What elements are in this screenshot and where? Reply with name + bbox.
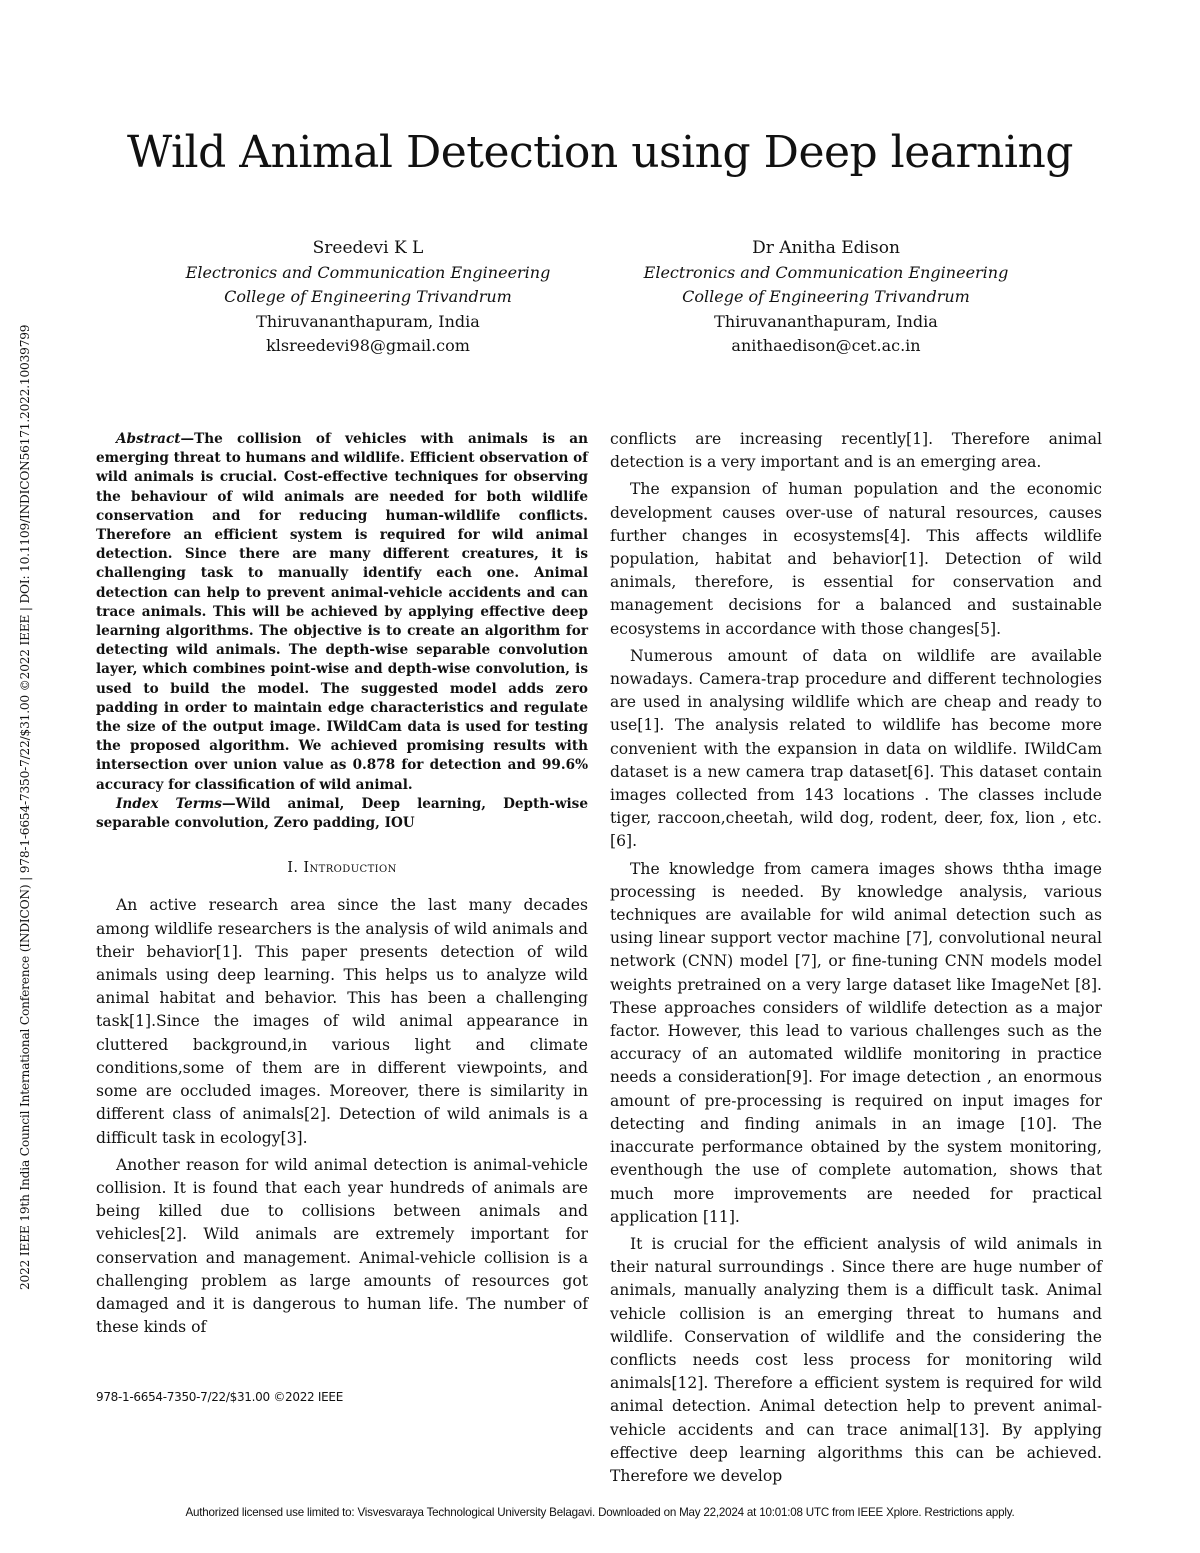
- doi-side-strip: 2022 IEEE 19th India Council International Conference (INDICON) | 978-1-6654-7350-7/22/$31.00 ©2022 IEEE | DOI: 10.1109/INDICON56171.2022.10039799: [18, 324, 32, 1290]
- index-terms-text: —Wild animal, Deep learning, Depth-wise separable convolution, Zero padding, IOU: [96, 795, 588, 832]
- index-terms: [96, 795, 588, 833]
- body-paragraph: Another reason for wild animal detection is animal-vehicle collision. It is found that each year hundreds of animals are being killed due to collisions between animals and vehicles[2]. Wild animals are extremely important for conservation and management. Animal-vehicle collision is a challenging problem as large amounts of resources got damaged and it is dangerous to human life. The number of these kinds of: [96, 1155, 588, 1337]
- section-title: Introduction: [303, 860, 397, 877]
- body-paragraph: An active research area since the last many decades among wildlife researchers is the analysis of wild animals and their behavior[1]. This paper presents detection of wild animals using deep learning. This helps us to analyze wild animal habitat and behavior. This has been a challenging task[1].Since the images of wild animal appearance in cluttered background,in various light and climate conditions,some of them are in different viewpoints, and some are occluded images. Moreover, there is similarity in different class of animals[2]. Detection of wild animals is a difficult task in ecology[3].: [96, 896, 588, 1147]
- author-location: Thiruvananthapuram, India: [256, 311, 480, 331]
- section-number: I.: [287, 860, 304, 877]
- index-terms-lead: Index Terms: [116, 795, 222, 812]
- abstract: [96, 430, 588, 795]
- body-paragraph: The knowledge from camera images shows ththa image processing is needed. By knowledge analysis, various techniques are available for wild animal detection such as using linear support vector machine [7], convolutional neural network (CNN) model [7], or fine-tuning CNN models model weights pretrained on a very large dataset like ImageNet [8]. These approaches considers of wildlife detection as a major factor. However, this lead to various challenges such as the accuracy of an automated wildlife monitoring in practice needs a consideration[9]. For image detection , an enormous amount of pre-processing is required on input images for detecting and finding animals in an image [10]. The inaccurate performance obtained by the system monitoring, eventhough the use of complete automation, shows that much more improvements are needed for practical application [11].: [610, 859, 1102, 1226]
- paper-title: Wild Animal Detection using Deep learning: [127, 127, 1073, 179]
- author-block-2: [606, 236, 1046, 359]
- copyright-notice: 978-1-6654-7350-7/22/$31.00 ©2022 IEEE: [96, 1390, 343, 1404]
- author-block-1: [148, 236, 588, 359]
- author-email: anithaedison@cet.ac.in: [731, 336, 921, 355]
- abstract-lead: Abstract: [116, 431, 181, 447]
- body-paragraph: The expansion of human population and the economic development causes over-use of natural resources, causes further changes in ecosystems[4]. This affects wildlife population, habitat and behavior[1]. Detection of wild animals, therefore, is essential for conservation and management decisions for a balanced and sustainable ecosystems in accordance with those changes[5].: [610, 480, 1102, 638]
- author-department: Electronics and Communication Engineering: [185, 262, 551, 282]
- author-name: Sreedevi K L: [312, 238, 424, 258]
- body-paragraph: conflicts are increasing recently[1]. Therefore animal detection is a very important and is an emerging area.: [610, 430, 1102, 472]
- body-paragraph: It is crucial for the efficient analysis of wild animals in their natural surroundings . Since there are huge number of animals, manually analyzing them is a difficult task. Animal vehicle collision is an emerging threat to humans and wildlife. Conservation of wildlife and the considering the conflicts needs cost less process for monitoring wild animals[12]. Therefore a efficient system is required for wild animal detection. Animal detection help to prevent animal-vehicle accidents and can trace animal[13]. By applying effective deep learning algorithms this can be achieved. Therefore we develop: [610, 1234, 1102, 1485]
- author-name: Dr Anitha Edison: [752, 238, 900, 258]
- author-department: Electronics and Communication Engineering: [643, 262, 1009, 282]
- author-college: College of Engineering Trivandrum: [682, 287, 970, 306]
- section-heading: [96, 857, 588, 880]
- left-body: [96, 894, 588, 1339]
- right-column: [610, 428, 1102, 1488]
- author-location: Thiruvananthapuram, India: [714, 311, 938, 331]
- left-column: [96, 430, 588, 1339]
- abstract-text: —The collision of vehicles with animals is an emerging threat to humans and wildlife. Efficient observation of wild animals is crucial. Cost-effective techniques for observing the behaviour of wild animals are needed for both wildlife conservation and for reducing human-wildlife conflicts. Therefore an efficient system is required for wild animal detection. Since there are many different creatures, it is challenging task to manually identify each one. Animal detection can help to prevent animal-vehicle accidents and can trace animals. This will be achieved by applying effective deep learning algorithms. The objective is to create an algorithm for detecting wild animals. The depth-wise separable convolution layer, which combines point-wise and depth-wise convolution, is used to build the model. The suggested model adds zero padding in order to maintain edge characteristics and regulate the size of the output image. IWildCam data is used for testing the proposed algorithm. We achieved promising results with intersection over union value as 0.878 for detection and 99.6% accuracy for classification of wild animal.: [96, 431, 588, 793]
- body-paragraph: Numerous amount of data on wildlife are available nowadays. Camera-trap procedure and different technologies are used in analysing wildlife which are cheap and ready to use[1]. The analysis related to wildlife has become more convenient with the expansion in data on wildlife. IWildCam dataset is a new camera trap dataset[6]. This dataset contain images collected from 143 locations . The classes include tiger, raccoon,cheetah, wild dog, rodent, deer, fox, lion , etc.[6].: [610, 646, 1102, 851]
- author-college: College of Engineering Trivandrum: [224, 287, 512, 306]
- author-email: klsreedevi98@gmail.com: [266, 336, 470, 355]
- license-footer: Authorized licensed use limited to: Visvesvaraya Technological University Belagavi. Downloaded on May 22,2024 at 10:01:08 UTC from IEEE Xplore. Restrictions apply.: [185, 1506, 1015, 1519]
